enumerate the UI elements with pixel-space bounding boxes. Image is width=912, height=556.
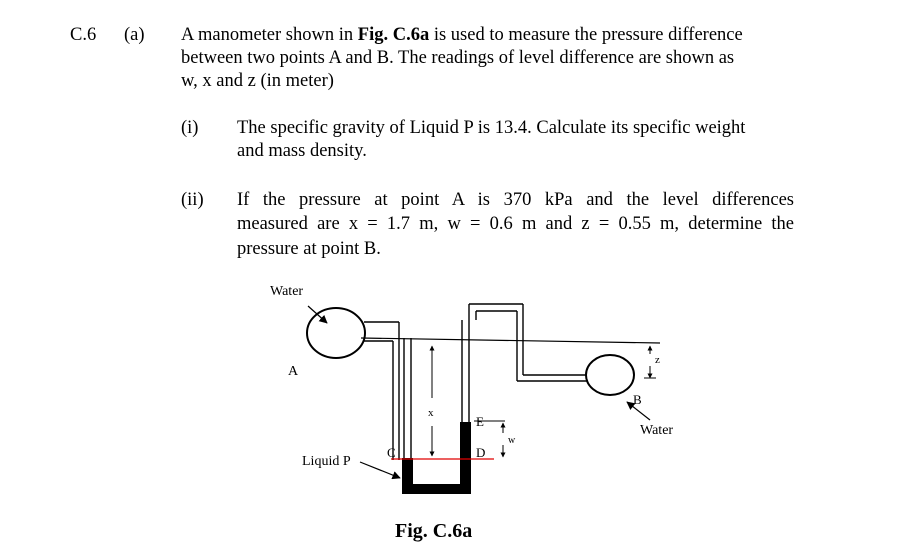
figure-reference: Fig. C.6a	[357, 25, 430, 45]
pipe-a	[364, 322, 399, 460]
vessel-b	[586, 355, 634, 395]
intro-text-post: is used to measure the pressure difference	[429, 25, 743, 45]
dim-z-label: z	[655, 354, 660, 366]
liquid-p-fill	[402, 422, 471, 494]
vessel-a	[307, 308, 365, 358]
subpart-ii-label: (ii)	[181, 190, 204, 210]
point-d-label: D	[476, 445, 486, 460]
figure-caption: Fig. C.6a	[395, 520, 473, 542]
point-a-label: A	[288, 364, 299, 379]
inverted-u-pipe	[469, 304, 588, 381]
intro-text-pre: A manometer shown in	[181, 25, 358, 45]
water-a-label: Water	[270, 284, 304, 299]
subpart-ii-line-1: If the pressure at point A is 370 kPa and the level differences	[237, 190, 794, 210]
subpart-i-label: (i)	[181, 118, 199, 138]
liquid-p-label: Liquid P	[302, 454, 351, 469]
point-b-label: B	[633, 392, 642, 407]
top-reference-line	[361, 338, 660, 343]
dim-w-label: w	[508, 435, 516, 446]
question-part-label: (a)	[124, 25, 145, 45]
intro-line-3: w, x and z (in meter)	[181, 71, 334, 91]
u-tube	[404, 320, 469, 464]
water-b-label: Water	[640, 423, 674, 438]
question-number: C.6	[70, 25, 97, 45]
subpart-ii-line-3: pressure at point B.	[237, 239, 381, 259]
point-c-label: C	[387, 445, 396, 460]
point-e-label: E	[476, 414, 484, 429]
liquid-p-pointer	[360, 462, 400, 478]
subpart-ii-line-2: measured are x = 1.7 m, w = 0.6 m and z = 0.55 m, determine the	[237, 214, 794, 234]
subpart-i-line-1: The specific gravity of Liquid P is 13.4. Calculate its specific weight	[237, 118, 746, 138]
subpart-i-line-2: and mass density.	[237, 141, 367, 161]
dim-x-label: x	[428, 407, 434, 419]
intro-line-2: between two points A and B. The readings of level difference are shown as	[181, 48, 735, 68]
